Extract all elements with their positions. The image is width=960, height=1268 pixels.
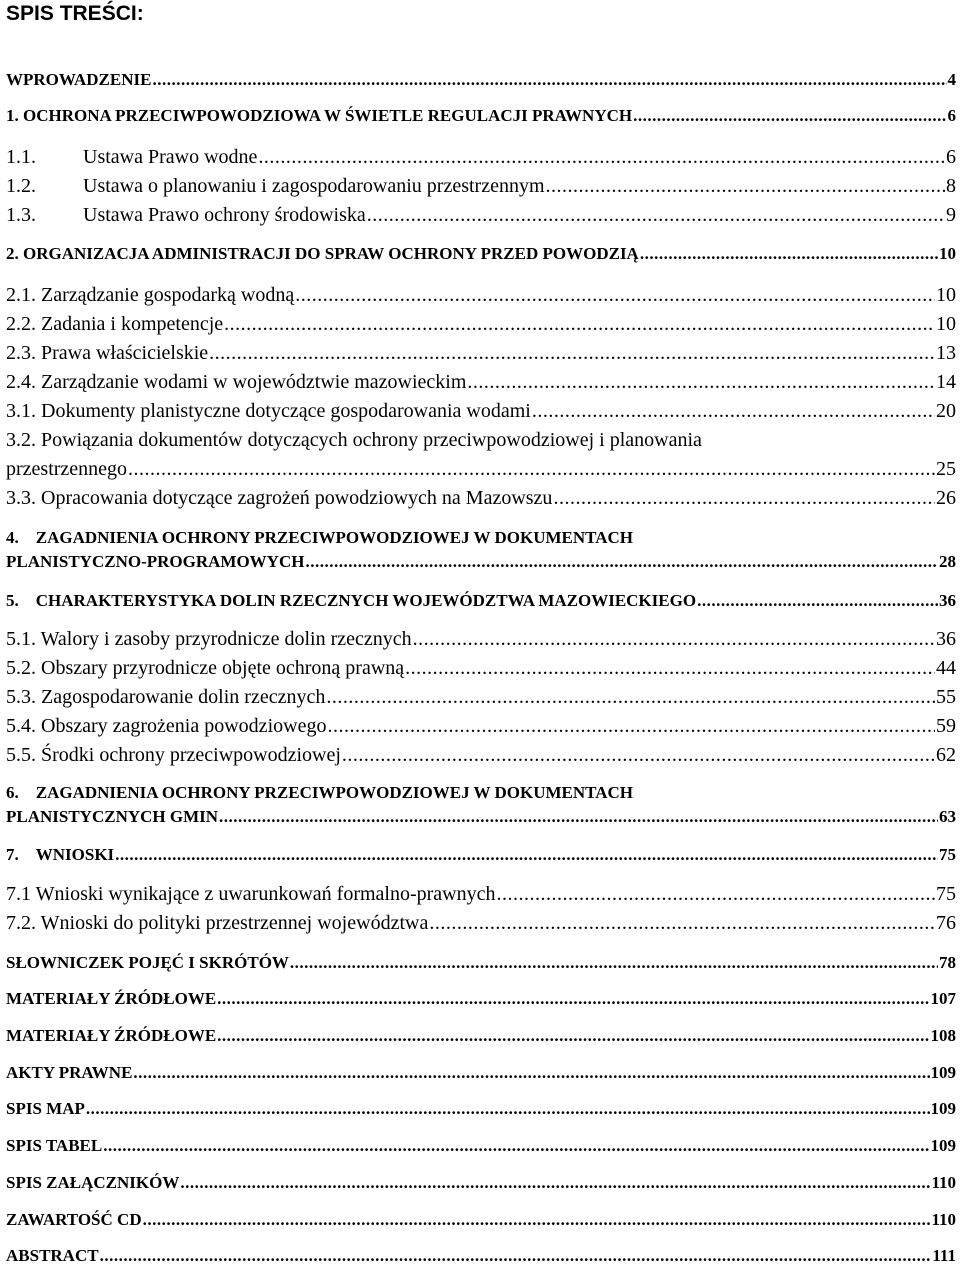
dot-leader [133,1064,929,1083]
entry-title: SPIS TABEL [6,1136,103,1155]
entry-number: 2.3. [6,342,36,364]
entry-page: 63 [939,807,956,826]
entry-title: Prawa właścicielskie [41,342,209,364]
dot-leader [633,107,946,126]
dot-leader [640,245,938,264]
dot-leader [367,204,945,226]
dot-leader [496,883,935,905]
entry-page: 20 [936,400,956,422]
entry-number: 5.4. [6,715,36,737]
entry-page: 13 [936,342,956,364]
entry-title: Zarządzanie wodami w województwie mazowieckim [41,371,467,393]
entry-page: 6 [946,146,956,168]
entry-title: ZAGADNIENIA OCHRONY PRZECIWPOWODZIOWEJ W DOKUMENTACH [35,783,634,802]
toc-entry[interactable] [6,784,956,803]
entry-number: 2.4. [6,371,36,393]
entry-page: 109 [930,1099,956,1118]
entry-title: Ustawa Prawo ochrony środowiska [83,204,366,226]
entry-number: 4. [6,528,19,547]
entry-title: Powiązania dokumentów dotyczących ochrony przeciwpowodziowej i planowania [41,429,702,451]
toc-entry[interactable] [6,744,956,766]
entry-title-continued: PLANISTYCZNYCH GMIN [6,807,219,826]
toc-entry[interactable] [6,204,956,226]
entry-title: Dokumenty planistyczne dotyczące gospodarowania wodami [41,400,531,422]
entry-number: 1. [6,106,19,125]
toc-entry[interactable] [6,990,956,1009]
entry-number: 2. [6,244,19,263]
entry-page: 109 [930,1063,956,1082]
entry-title: ORGANIZACJA ADMINISTRACJI DO SPRAW OCHRONY PRZED POWODZIĄ [23,244,639,263]
toc-entry[interactable] [6,883,956,905]
dot-leader [143,1211,931,1230]
toc-entry[interactable] [6,1174,956,1193]
entry-title: ZAWARTOŚĆ CD [6,1210,142,1229]
entry-page: 14 [936,371,956,393]
toc-entry[interactable] [6,1027,956,1046]
entry-title: WPROWADZENIE [6,70,152,89]
toc-heading: SPIS TREŚCI: [6,2,144,25]
entry-page: 76 [936,912,956,934]
toc-entry[interactable] [6,912,956,934]
dot-leader [217,990,929,1009]
entry-title: WNIOSKI [35,845,115,864]
dot-leader [342,744,935,766]
toc-entry[interactable] [6,107,956,126]
entry-title: MATERIAŁY ŹRÓDŁOWE [6,1026,217,1045]
toc-entry[interactable] [6,529,956,548]
entry-number: 3.2. [6,429,36,451]
toc-entry[interactable] [6,628,956,650]
dot-leader [103,1137,929,1156]
toc-entry-continuation[interactable] [6,458,956,480]
toc-entry[interactable] [6,592,956,611]
entry-page: 75 [936,883,956,905]
entry-title: MATERIAŁY ŹRÓDŁOWE [6,989,217,1008]
entry-title: ZAGADNIENIA OCHRONY PRZECIWPOWODZIOWEJ W DOKUMENTACH [35,528,634,547]
dot-leader [86,1100,930,1119]
entry-title: Wnioski do polityki przestrzennej województwa [40,912,429,934]
toc-entry[interactable] [6,175,956,197]
toc-entry[interactable] [6,146,956,168]
entry-number: 3.1. [6,400,36,422]
entry-title: OCHRONA PRZECIWPOWODZIOWA W ŚWIETLE REGULACJI PRAWNYCH [23,106,633,125]
entry-page: 44 [936,657,956,679]
entry-page: 8 [946,175,956,197]
dot-leader [209,342,935,364]
entry-number: 7. [6,845,19,864]
dot-leader [546,175,945,197]
entry-title: SŁOWNICZEK POJĘĆ I SKRÓTÓW [6,953,289,972]
toc-entry[interactable] [6,846,956,865]
dot-leader [305,553,938,572]
dot-leader [290,954,938,973]
entry-number: 5.1. [6,628,36,650]
entry-page: 4 [947,70,956,89]
dot-leader [224,313,935,335]
toc-entry[interactable] [6,1064,956,1083]
entry-title: CHARAKTERYSTYKA DOLIN RZECZNYCH WOJEWÓDZTWA MAZOWIECKIEGO [35,591,697,610]
entry-page: 36 [939,591,956,610]
dot-leader [115,846,938,865]
entry-number: 1.2. [6,175,36,197]
entry-number: 3.3. [6,487,36,509]
entry-title: SPIS MAP [6,1099,85,1118]
entry-number: 6. [6,783,19,802]
toc-entry[interactable] [6,1100,956,1119]
entry-page: 26 [936,487,956,509]
entry-number: 5.5. [6,744,36,766]
entry-page: 75 [939,845,956,864]
toc-entry-continuation[interactable] [6,808,956,827]
entry-title: Ustawa o planowaniu i zagospodarowaniu przestrzennym [83,175,545,197]
dot-leader [467,371,935,393]
entry-title: Wnioski wynikające z uwarunkowań formalno-prawnych [35,883,496,905]
entry-page: 28 [939,552,956,571]
entry-number: 5.2. [6,657,36,679]
entry-title: AKTY PRAWNE [6,1063,133,1082]
dot-leader [326,686,935,708]
dot-leader [327,715,935,737]
entry-page: 78 [939,953,956,972]
dot-leader [405,657,935,679]
dot-leader [219,808,938,827]
entry-title: Środki ochrony przeciwpowodziowej [41,744,341,766]
dot-leader [100,1247,932,1266]
entry-title: Zagospodarowanie dolin rzecznych [41,686,326,708]
entry-number: 1.1. [6,146,36,168]
entry-page: 108 [930,1026,956,1045]
entry-page: 111 [932,1246,956,1265]
entry-title: Zarządzanie gospodarką wodną [41,284,295,306]
toc-entry[interactable] [6,657,956,679]
toc-entry[interactable] [6,400,956,422]
entry-number: 2.1. [6,284,36,306]
dot-leader [413,628,935,650]
toc-entry[interactable] [6,245,956,264]
entry-number: 2.2. [6,313,36,335]
dot-leader [532,400,935,422]
toc-entry[interactable] [6,954,956,973]
entry-title: Obszary zagrożenia powodziowego [41,715,327,737]
entry-number: 7.1 [6,883,31,905]
toc-entry[interactable] [6,284,956,306]
entry-page: 109 [930,1136,956,1155]
entry-title-continued: przestrzennego [6,458,128,480]
entry-title: SPIS ZAŁĄCZNIKÓW [6,1173,180,1192]
entry-page: 107 [930,989,956,1008]
entry-number: 5.3. [6,686,36,708]
entry-page: 62 [936,744,956,766]
toc-entry[interactable] [6,686,956,708]
toc-entry[interactable] [6,1211,956,1230]
entry-page: 6 [947,106,956,125]
entry-number: 7.2. [6,912,36,934]
entry-title-continued: PLANISTYCZNO-PROGRAMOWYCH [6,552,305,571]
dot-leader [128,458,935,480]
toc-entry[interactable] [6,371,956,393]
entry-title: Walory i zasoby przyrodnicze dolin rzecznych [40,628,412,650]
dot-leader [217,1027,929,1046]
entry-page: 10 [936,284,956,306]
dot-leader [258,146,945,168]
entry-page: 9 [946,204,956,226]
toc-entry[interactable] [6,429,956,451]
toc-entry[interactable] [6,1247,956,1266]
entry-page: 55 [936,686,956,708]
toc-entry[interactable] [6,487,956,509]
entry-page: 25 [936,458,956,480]
dot-leader [180,1174,930,1193]
entry-page: 10 [936,313,956,335]
toc-entry[interactable] [6,71,956,90]
toc-entry[interactable] [6,342,956,364]
entry-page: 110 [931,1210,956,1229]
entry-title: Obszary przyrodnicze objęte ochroną prawną [41,657,405,679]
entry-page: 10 [939,244,956,263]
dot-leader [697,592,938,611]
toc-entry-continuation[interactable] [6,553,956,572]
dot-leader [295,284,935,306]
dot-leader [553,487,935,509]
entry-title: Ustawa Prawo wodne [83,146,258,168]
entry-number: 1.3. [6,204,36,226]
toc-entry[interactable] [6,313,956,335]
entry-title: ABSTRACT [6,1246,99,1265]
entry-page: 110 [931,1173,956,1192]
entry-page: 59 [936,715,956,737]
dot-leader [429,912,935,934]
entry-title: Zadania i kompetencje [41,313,224,335]
toc-entry[interactable] [6,715,956,737]
entry-number: 5. [6,591,19,610]
entry-page: 36 [936,628,956,650]
toc-entry[interactable] [6,1137,956,1156]
dot-leader [152,71,946,90]
entry-title: Opracowania dotyczące zagrożeń powodziowych na Mazowszu [41,487,553,509]
